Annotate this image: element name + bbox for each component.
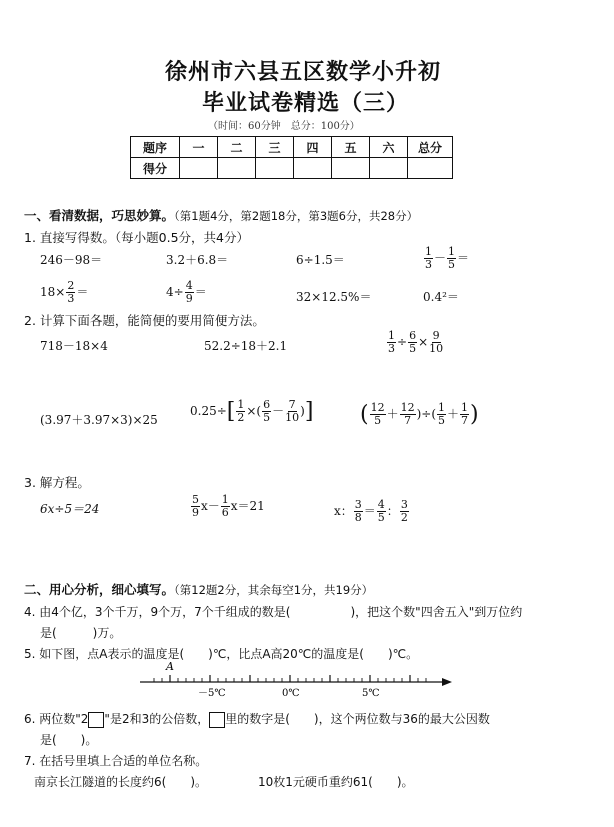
score-header-cell: 六 bbox=[370, 137, 408, 158]
exam-subtitle: （时间：60分钟 总分：100分） bbox=[208, 121, 360, 132]
score-table-score-row bbox=[131, 158, 453, 179]
q1-item: 246－98＝ bbox=[40, 253, 103, 267]
fraction: $\frac{1}{5}$ bbox=[438, 401, 446, 427]
score-cell[interactable] bbox=[370, 158, 408, 179]
fraction: $\frac{1}{3}$ bbox=[388, 329, 395, 355]
q1-item: 3.2＋6.8＝ bbox=[166, 253, 229, 267]
q4-line2: 是( )万。 bbox=[40, 626, 122, 640]
fraction: $\frac{6}{5}$ bbox=[409, 329, 417, 355]
score-cell[interactable] bbox=[332, 158, 370, 179]
score-row-label: 得分 bbox=[131, 158, 180, 179]
fraction: $\frac{7}{10}$ bbox=[285, 398, 300, 424]
q1-item: 0.4²＝ bbox=[423, 290, 459, 304]
section2-title: 二、用心分析，细心填写。 bbox=[24, 582, 175, 597]
q3-item: x： $\frac{3}{8}$ ＝ $\frac{4}{5}$ ： $\frac{3}{2}$ bbox=[334, 498, 408, 524]
q1-title: 1. 直接写得数。（每小题0.5分，共4分） bbox=[24, 230, 249, 245]
section1-note: （第1题4分，第2题18分，第3题6分，共28分） bbox=[174, 209, 419, 223]
tick-label-neg5: －5℃ bbox=[198, 688, 226, 699]
score-header-cell: 二 bbox=[218, 137, 256, 158]
fraction: $\frac{6}{5}$ bbox=[263, 398, 271, 424]
score-header-cell: 一 bbox=[180, 137, 218, 158]
fraction: $\frac{1}{3}$ bbox=[425, 245, 432, 271]
q2-item: $\frac{1}{3}$ ÷ $\frac{6}{5}$ × $\frac{9}{10}$ bbox=[388, 329, 444, 355]
section1-title: 一、看清数据，巧思妙算。 bbox=[24, 208, 175, 223]
q7-item-a: 南京长江隧道的长度约6( )。 bbox=[34, 775, 207, 789]
q6-line1: 6. 两位数"2 "是2和3的公倍数， 里的数字是( )，这个两位数与36的最大公因数 bbox=[24, 712, 490, 726]
q5-text: 5. 如下图，点A表示的温度是( )℃，比点A高20℃的温度是( )℃。 bbox=[24, 647, 419, 661]
score-table bbox=[130, 136, 453, 179]
fraction: $\frac{1}{5}$ bbox=[448, 245, 456, 271]
fraction: $\frac{4}{5}$ bbox=[377, 498, 385, 524]
exam-title-line2: 毕业试卷精选（三） bbox=[202, 91, 410, 116]
q2-item: 718－18×4 bbox=[40, 339, 108, 353]
fraction: $\frac{12}{7}$ bbox=[400, 401, 415, 427]
q2-item: 52.2÷18＋2.1 bbox=[204, 339, 288, 353]
fraction: $\frac{4}{9}$ bbox=[185, 279, 193, 305]
score-cell[interactable] bbox=[180, 158, 218, 179]
blank-box[interactable] bbox=[88, 712, 104, 728]
q7-item-b: 10枚1元硬币重约61( )。 bbox=[258, 775, 414, 789]
section2-heading bbox=[24, 580, 373, 598]
fraction: $\frac{2}{3}$ bbox=[67, 279, 75, 305]
q2-item: (3.97＋3.97×3)×25 bbox=[40, 413, 158, 427]
exam-title-line1: 徐州市六县五区数学小升初 bbox=[165, 60, 442, 85]
q3-item: 6x÷5＝24 bbox=[40, 502, 100, 516]
q3-item: $\frac{5}{9}$ x－ $\frac{1}{6}$ x＝21 bbox=[192, 493, 265, 519]
q2-item: ( $\frac{12}{5}$ ＋ $\frac{12}{7}$ )÷( $\frac{1}{5}$ ＋ $\frac{1}{7}$ ) bbox=[360, 401, 479, 427]
arrow-right-icon bbox=[442, 678, 452, 686]
score-header-cell: 题序 bbox=[131, 137, 180, 158]
q6-line2: 是( )。 bbox=[40, 733, 98, 747]
fraction: $\frac{1}{6}$ bbox=[221, 493, 229, 519]
q2-title: 2. 计算下面各题，能简便的要用简便方法。 bbox=[24, 313, 265, 328]
point-a-label: A bbox=[166, 660, 174, 673]
q4-line1: 4. 由4个亿，3个千万，9个万，7个千组成的数是( )，把这个数"四舍五入"到万位约 bbox=[24, 605, 523, 619]
score-cell[interactable] bbox=[408, 158, 453, 179]
score-cell[interactable] bbox=[256, 158, 294, 179]
score-cell[interactable] bbox=[294, 158, 332, 179]
temperature-number-line bbox=[120, 658, 460, 700]
score-table-header-row bbox=[131, 137, 453, 158]
q1-item: 6÷1.5＝ bbox=[296, 253, 345, 267]
section2-note: （第12题2分，其余每空1分，共19分） bbox=[174, 583, 374, 597]
score-cell[interactable] bbox=[218, 158, 256, 179]
score-header-cell: 四 bbox=[294, 137, 332, 158]
section1-heading bbox=[24, 206, 418, 224]
fraction: $\frac{5}{9}$ bbox=[192, 493, 199, 519]
fraction: $\frac{1}{7}$ bbox=[461, 401, 469, 427]
fraction: $\frac{3}{2}$ bbox=[400, 498, 408, 524]
q1-item: $\frac{1}{3}$ － $\frac{1}{5}$ ＝ bbox=[425, 245, 470, 271]
q2-item: 0.25÷[ $\frac{1}{2}$ ×( $\frac{6}{5}$ － $\frac{7}{10}$ )] bbox=[190, 398, 314, 424]
q3-title: 3. 解方程。 bbox=[24, 475, 90, 490]
score-header-cell: 五 bbox=[332, 137, 370, 158]
blank-box[interactable] bbox=[209, 712, 225, 728]
fraction: $\frac{12}{5}$ bbox=[370, 401, 385, 427]
score-header-cell: 总分 bbox=[408, 137, 453, 158]
fraction: $\frac{3}{8}$ bbox=[354, 498, 362, 524]
fraction: $\frac{1}{2}$ bbox=[237, 398, 245, 424]
q1-item: 18× $\frac{2}{3}$ ＝ bbox=[40, 279, 89, 305]
q1-item: 32×12.5%＝ bbox=[296, 290, 372, 304]
tick-label-0: 0℃ bbox=[282, 688, 300, 699]
q7-title: 7. 在括号里填上合适的单位名称。 bbox=[24, 754, 208, 768]
score-header-cell: 三 bbox=[256, 137, 294, 158]
fraction: $\frac{9}{10}$ bbox=[429, 329, 444, 355]
number-line-ticks bbox=[154, 675, 426, 682]
q1-item: 4÷ $\frac{4}{9}$ ＝ bbox=[166, 279, 207, 305]
tick-label-5: 5℃ bbox=[362, 688, 380, 699]
